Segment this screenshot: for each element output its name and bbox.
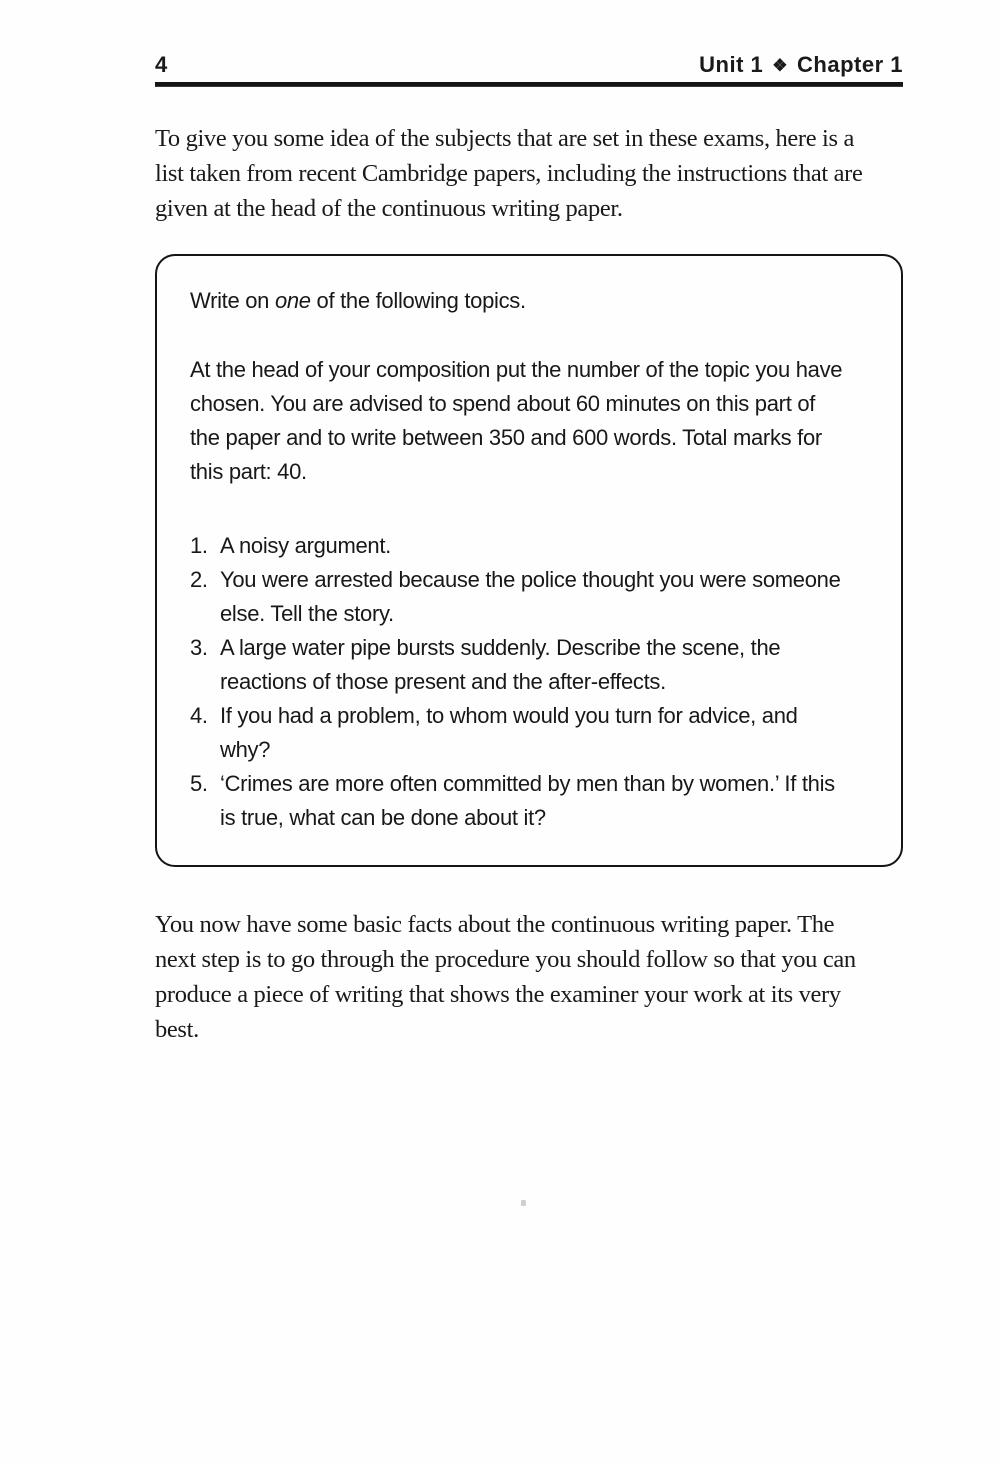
topic-number: 4. bbox=[190, 703, 208, 728]
topic-number: 5. bbox=[190, 771, 208, 796]
topic-text: If you had a problem, to whom would you turn for advice, and why? bbox=[220, 703, 798, 762]
page-number: 4 bbox=[155, 52, 168, 77]
diamond-icon: ❖ bbox=[772, 56, 789, 75]
prompt-emphasis: one bbox=[274, 288, 311, 313]
exam-instructions-box bbox=[155, 254, 903, 867]
prompt-text-post: of the following topics. bbox=[310, 288, 526, 313]
topic-text: A large water pipe bursts suddenly. Describe the scene, the reactions of those present and the after-effects. bbox=[220, 635, 781, 694]
topic-text: ‘Crimes are more often committed by men than by women.’ If this is true, what can be done about it? bbox=[220, 771, 835, 830]
topic-item-2 bbox=[190, 563, 859, 631]
topic-number: 1. bbox=[190, 533, 208, 558]
header-rule bbox=[155, 82, 903, 87]
topic-text: A noisy argument. bbox=[220, 533, 391, 558]
topic-item-1 bbox=[190, 529, 859, 563]
scan-speck bbox=[521, 1200, 526, 1206]
closing-paragraph: You now have some basic facts about the continuous writing paper. The next step is to go through the procedure you should follow so that you can produce a piece of writing that shows the examiner your work at its very best. bbox=[155, 911, 856, 1043]
intro-paragraph: To give you some idea of the subjects that are set in these exams, here is a list taken from recent Cambridge papers, including the instructions that are given at the head of the continuous writing paper. bbox=[155, 125, 863, 222]
page-header bbox=[155, 52, 903, 80]
prompt-text-pre: Write on bbox=[190, 288, 275, 313]
chapter-label: Chapter 1 bbox=[797, 52, 903, 77]
exam-instructions-paragraph: At the head of your composition put the number of the topic you have chosen. You are advised to spend about 60 minutes on this part of the paper and to write between 350 and 600 words. Total marks for this part: 40. bbox=[190, 357, 843, 484]
topic-item-5 bbox=[190, 767, 859, 835]
exam-prompt bbox=[190, 284, 859, 318]
page-content bbox=[155, 0, 903, 1047]
topic-number: 2. bbox=[190, 567, 208, 592]
topic-number: 3. bbox=[190, 635, 208, 660]
unit-label: Unit 1 bbox=[699, 52, 764, 77]
running-head bbox=[699, 52, 903, 80]
topic-item-3 bbox=[190, 631, 859, 699]
topic-item-4 bbox=[190, 699, 859, 767]
topic-text: You were arrested because the police thought you were someone else. Tell the story. bbox=[220, 567, 841, 626]
topics-list bbox=[190, 529, 859, 835]
